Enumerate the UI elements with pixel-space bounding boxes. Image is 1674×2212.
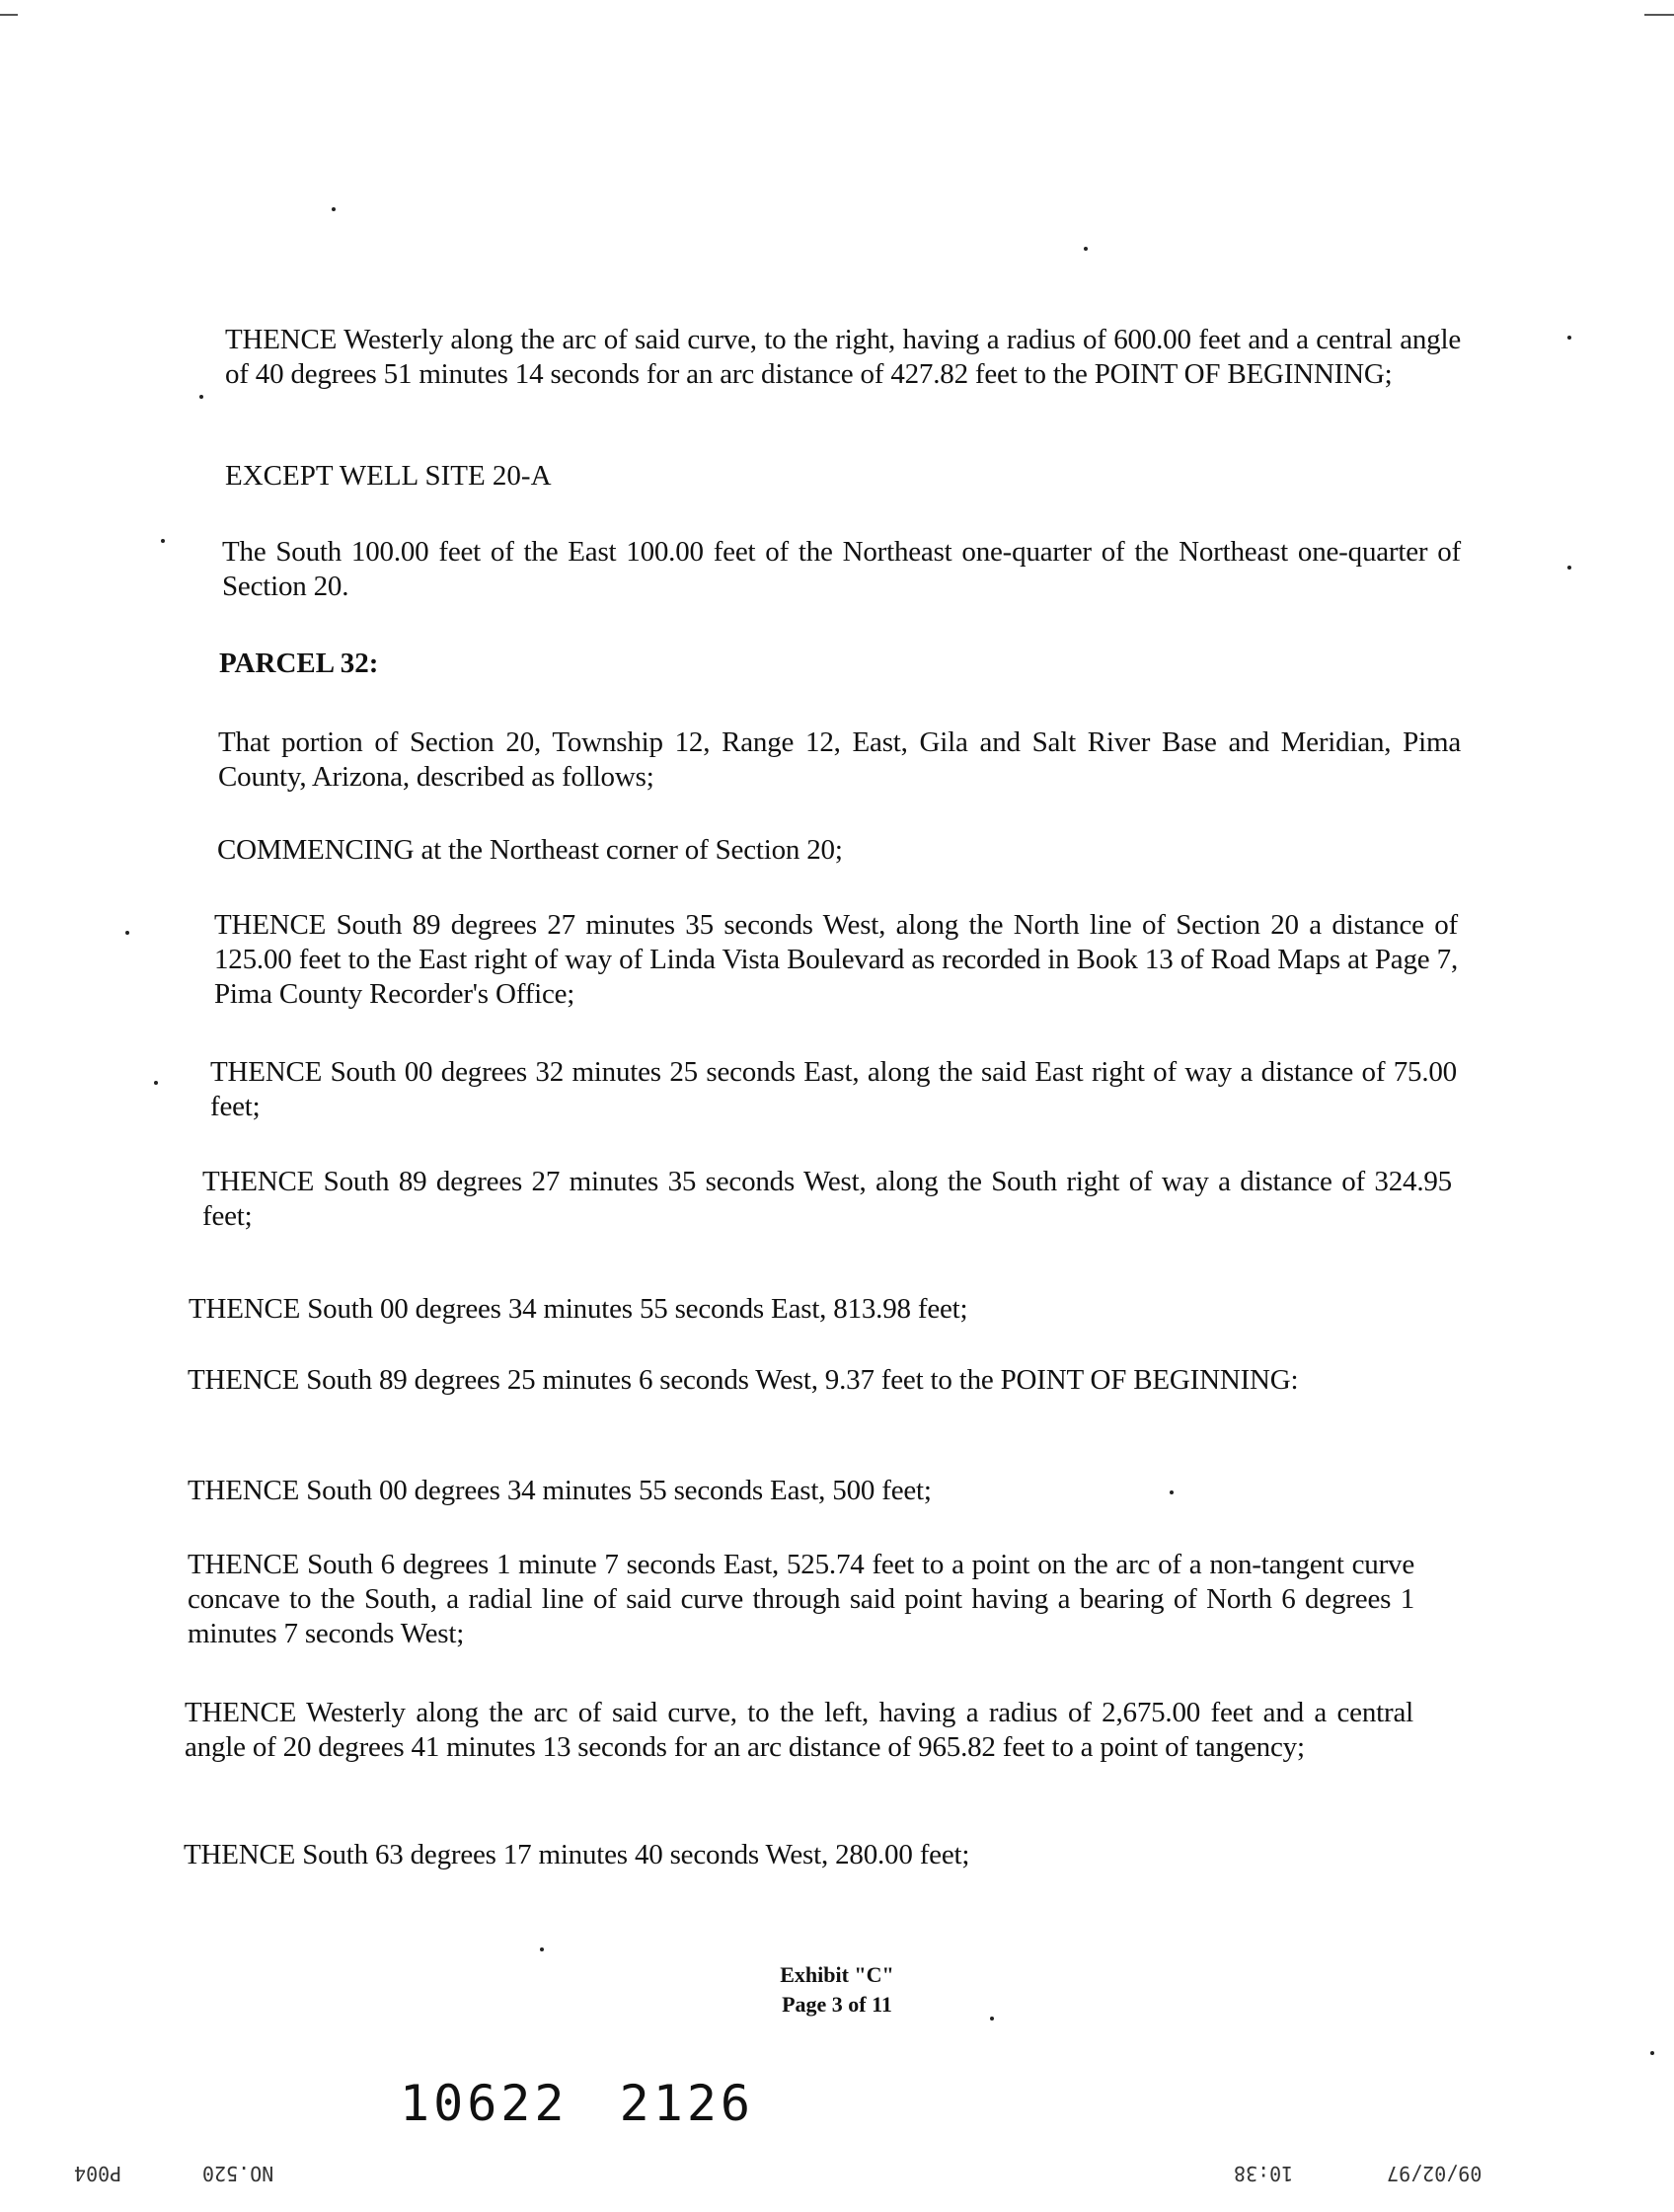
page-number: Page 3 of 11	[782, 1992, 892, 2017]
legal-description-paragraph: THENCE Westerly along the arc of said curve, to the right, having a radius of 600.00 feet and a central angle of 40 degrees 51 minutes 14 seconds for an arc distance of 427.82 feet to the POINT OF BEGINNING;	[225, 324, 1461, 390]
legal-description-paragraph: That portion of Section 20, Township 12, Range 12, East, Gila and Salt River Base and Meridian, Pima County, Arizona, described as follows;	[218, 726, 1461, 793]
fax-date: 09/02/97	[1387, 2162, 1483, 2185]
scan-speck	[540, 1947, 544, 1951]
legal-description-paragraph: The South 100.00 feet of the East 100.00 feet of the Northeast one-quarter of the Northeast one-quarter of Section 20.	[222, 536, 1461, 602]
scan-speck	[154, 1081, 158, 1085]
legal-description-paragraph: THENCE South 00 degrees 34 minutes 55 seconds East, 813.98 feet;	[189, 1293, 968, 1325]
scan-speck	[1567, 336, 1571, 340]
scan-edge-mark	[0, 14, 18, 16]
legal-description-paragraph: THENCE South 00 degrees 32 minutes 25 seconds East, along the said East right of way a distance of 75.00 feet;	[210, 1056, 1457, 1122]
legal-description-paragraph: THENCE South 00 degrees 34 minutes 55 seconds East, 500 feet;	[188, 1475, 932, 1506]
fax-number: NO.520	[202, 2162, 274, 2185]
scan-speck	[332, 207, 336, 211]
section-heading-except-well-site: EXCEPT WELL SITE 20-A	[225, 460, 552, 492]
legal-description-paragraph: THENCE Westerly along the arc of said curve, to the left, having a radius of 2,675.00 feet and a central angle of 20 degrees 41 minutes 13 seconds for an arc distance of 965.82 feet to a point of tangency;	[185, 1697, 1413, 1763]
fax-page-code: P004	[74, 2162, 122, 2185]
legal-description-paragraph: COMMENCING at the Northeast corner of Section 20;	[217, 834, 843, 866]
scan-speck	[199, 395, 203, 399]
fax-time: 10:38	[1234, 2162, 1294, 2185]
legal-description-paragraph: THENCE South 6 degrees 1 minute 7 seconds East, 525.74 feet to a point on the arc of a non-tangent curve concave to the South, a radial line of said curve through said point having a bearing of North 6 degrees 1 minutes 7 seconds West;	[188, 1549, 1414, 1649]
scan-speck	[1650, 2051, 1654, 2055]
exhibit-label: Exhibit "C"	[780, 1962, 894, 1987]
scan-edge-mark	[1644, 14, 1674, 16]
scan-speck	[125, 931, 129, 935]
legal-description-paragraph: THENCE South 89 degrees 25 minutes 6 seconds West, 9.37 feet to the POINT OF BEGINNING:	[188, 1364, 1299, 1396]
legal-description-paragraph: THENCE South 63 degrees 17 minutes 40 seconds West, 280.00 feet;	[184, 1839, 970, 1870]
scan-speck	[1567, 566, 1571, 570]
legal-description-paragraph: THENCE South 89 degrees 27 minutes 35 seconds West, along the North line of Section 20 a distance of 125.00 feet to the East right of way of Linda Vista Boulevard as recorded in Book 13 of Road Maps at Page 7, Pima County Recorder's Office;	[214, 909, 1458, 1010]
scan-speck	[1084, 247, 1088, 251]
scan-speck	[161, 539, 165, 543]
section-heading-parcel-32: PARCEL 32:	[219, 648, 379, 679]
legal-description-paragraph: THENCE South 89 degrees 27 minutes 35 seconds West, along the South right of way a distance of 324.95 feet;	[202, 1166, 1452, 1232]
recording-number: 10622 2126	[400, 2075, 755, 2132]
